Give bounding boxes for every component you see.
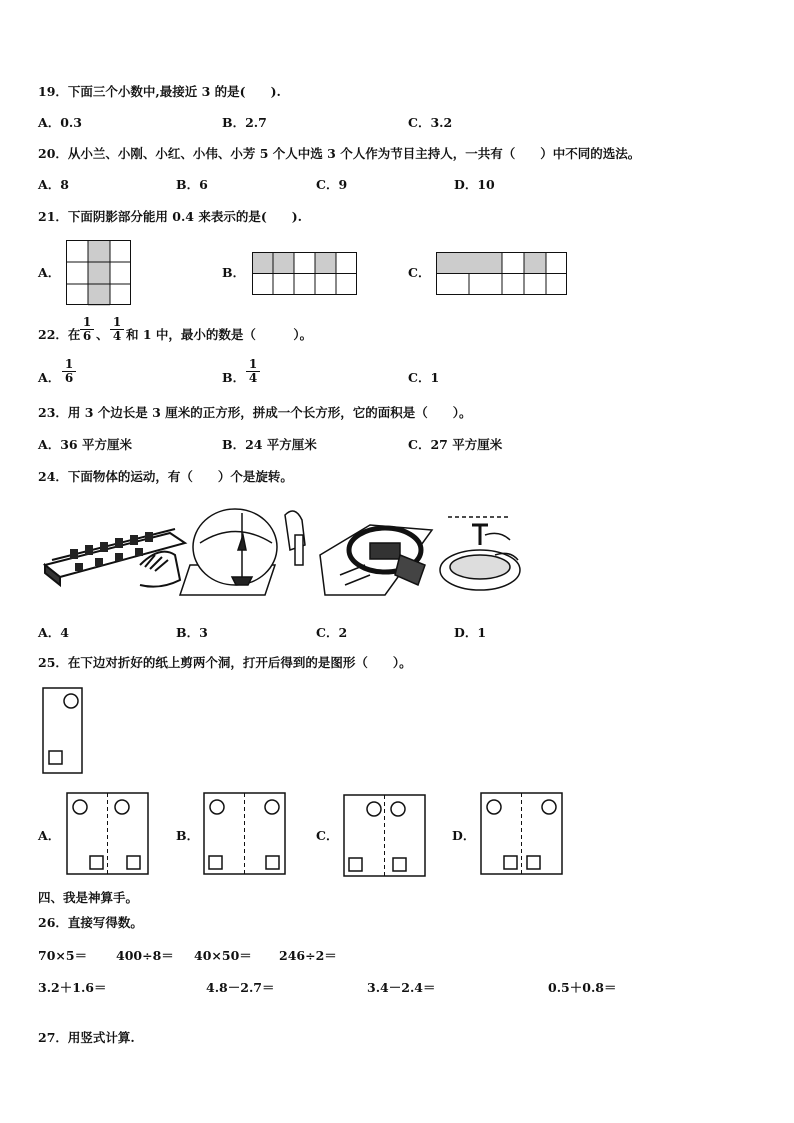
q22-fraction-1-6 (80, 316, 94, 343)
q22-separator: 、 (96, 327, 109, 342)
calc-item: 246÷2＝ (279, 948, 337, 963)
q22-option-b-fraction (246, 358, 260, 385)
q19-option-a[interactable]: A．0.3 (38, 115, 82, 130)
q21-option-c[interactable]: C． (408, 265, 431, 280)
question-23: 23．用 3 个边长是 3 厘米的正方形，拼成一个长方形，它的面积是（ ）。 (38, 405, 472, 420)
calc-item: 70×5＝ (38, 948, 88, 963)
q20-option-a[interactable]: A．8 (38, 177, 69, 192)
q20-option-b[interactable]: B．6 (176, 177, 208, 192)
question-21: 21．下面阴影部分能用 0.4 来表示的是( ). (38, 209, 303, 224)
q25-figure-c (343, 794, 427, 878)
q20-option-c[interactable]: C．9 (316, 177, 348, 192)
question-26: 26．直接写得数。 (38, 915, 143, 930)
question-20: 20．从小兰、小刚、小红、小伟、小芳 5 个人中选 3 个人作为节目主持人，一共有（ ）中不同的选法。 (38, 146, 641, 161)
question-22-text: 和 1 中，最小的数是（ ）。 (126, 327, 313, 342)
q25-figure-d (480, 792, 564, 876)
q21-grid-b (252, 252, 358, 296)
globe-illustration (180, 509, 305, 595)
q23-option-b[interactable]: B．24 平方厘米 (222, 437, 317, 452)
numerator: 1 (246, 358, 260, 372)
abacus-illustration (45, 529, 185, 587)
q25-option-b[interactable]: B． (176, 828, 200, 843)
q24-option-a[interactable]: A．4 (38, 625, 69, 640)
q25-figure-a (66, 792, 150, 876)
numerator: 1 (80, 316, 94, 330)
q25-option-c[interactable]: C． (316, 828, 339, 843)
steering-wheel-illustration (320, 525, 432, 595)
numerator: 1 (110, 316, 124, 330)
q22-option-b[interactable]: B． (222, 370, 246, 385)
q20-option-d[interactable]: D．10 (454, 177, 495, 192)
q24-option-b[interactable]: B．3 (176, 625, 208, 640)
q19-option-b[interactable]: B．2.7 (222, 115, 267, 130)
q23-option-a[interactable]: A．36 平方厘米 (38, 437, 132, 452)
question-27: 27．用竖式计算. (38, 1030, 135, 1045)
question-25: 25．在下边对折好的纸上剪两个洞，打开后得到的是图形（ ）。 (38, 655, 412, 670)
section-4-heading: 四、我是神算手。 (38, 890, 139, 905)
question-24: 24．下面物体的运动，有（ ）个是旋转。 (38, 469, 293, 484)
denominator: 6 (82, 329, 92, 343)
denominator: 4 (248, 371, 258, 385)
q24-option-c[interactable]: C．2 (316, 625, 348, 640)
q24-option-d[interactable]: D．1 (454, 625, 487, 640)
q22-option-a-fraction (62, 358, 76, 385)
calc-item: 0.5＋0.8＝ (548, 980, 617, 995)
q22-option-c[interactable]: C．1 (408, 370, 440, 385)
q23-option-c[interactable]: C．27 平方厘米 (408, 437, 503, 452)
q21-option-b[interactable]: B． (222, 265, 246, 280)
calc-item: 400÷8＝ (116, 948, 174, 963)
q25-figure-b (203, 792, 287, 876)
denominator: 4 (112, 329, 122, 343)
q25-folded-paper (42, 687, 84, 775)
q22-fraction-1-4 (110, 316, 124, 343)
calc-item: 4.8－2.7＝ (206, 980, 275, 995)
q19-option-c[interactable]: C．3.2 (408, 115, 453, 130)
q25-option-d[interactable]: D． (452, 828, 476, 843)
question-22-prefix: 22．在 (38, 327, 81, 342)
calc-item: 40×50＝ (194, 948, 252, 963)
q21-option-a[interactable]: A． (38, 265, 61, 280)
numerator: 1 (62, 358, 76, 372)
denominator: 6 (64, 371, 74, 385)
q21-grid-c (436, 252, 568, 296)
q24-motion-illustrations (40, 505, 525, 605)
calc-item: 3.4－2.4＝ (367, 980, 436, 995)
q25-option-a[interactable]: A． (38, 828, 61, 843)
q21-grid-a (66, 240, 132, 306)
q22-option-a[interactable]: A． (38, 370, 61, 385)
faucet-illustration (440, 517, 520, 590)
question-19: 19．下面三个小数中,最接近 3 的是( ). (38, 84, 281, 99)
calc-item: 3.2＋1.6＝ (38, 980, 107, 995)
